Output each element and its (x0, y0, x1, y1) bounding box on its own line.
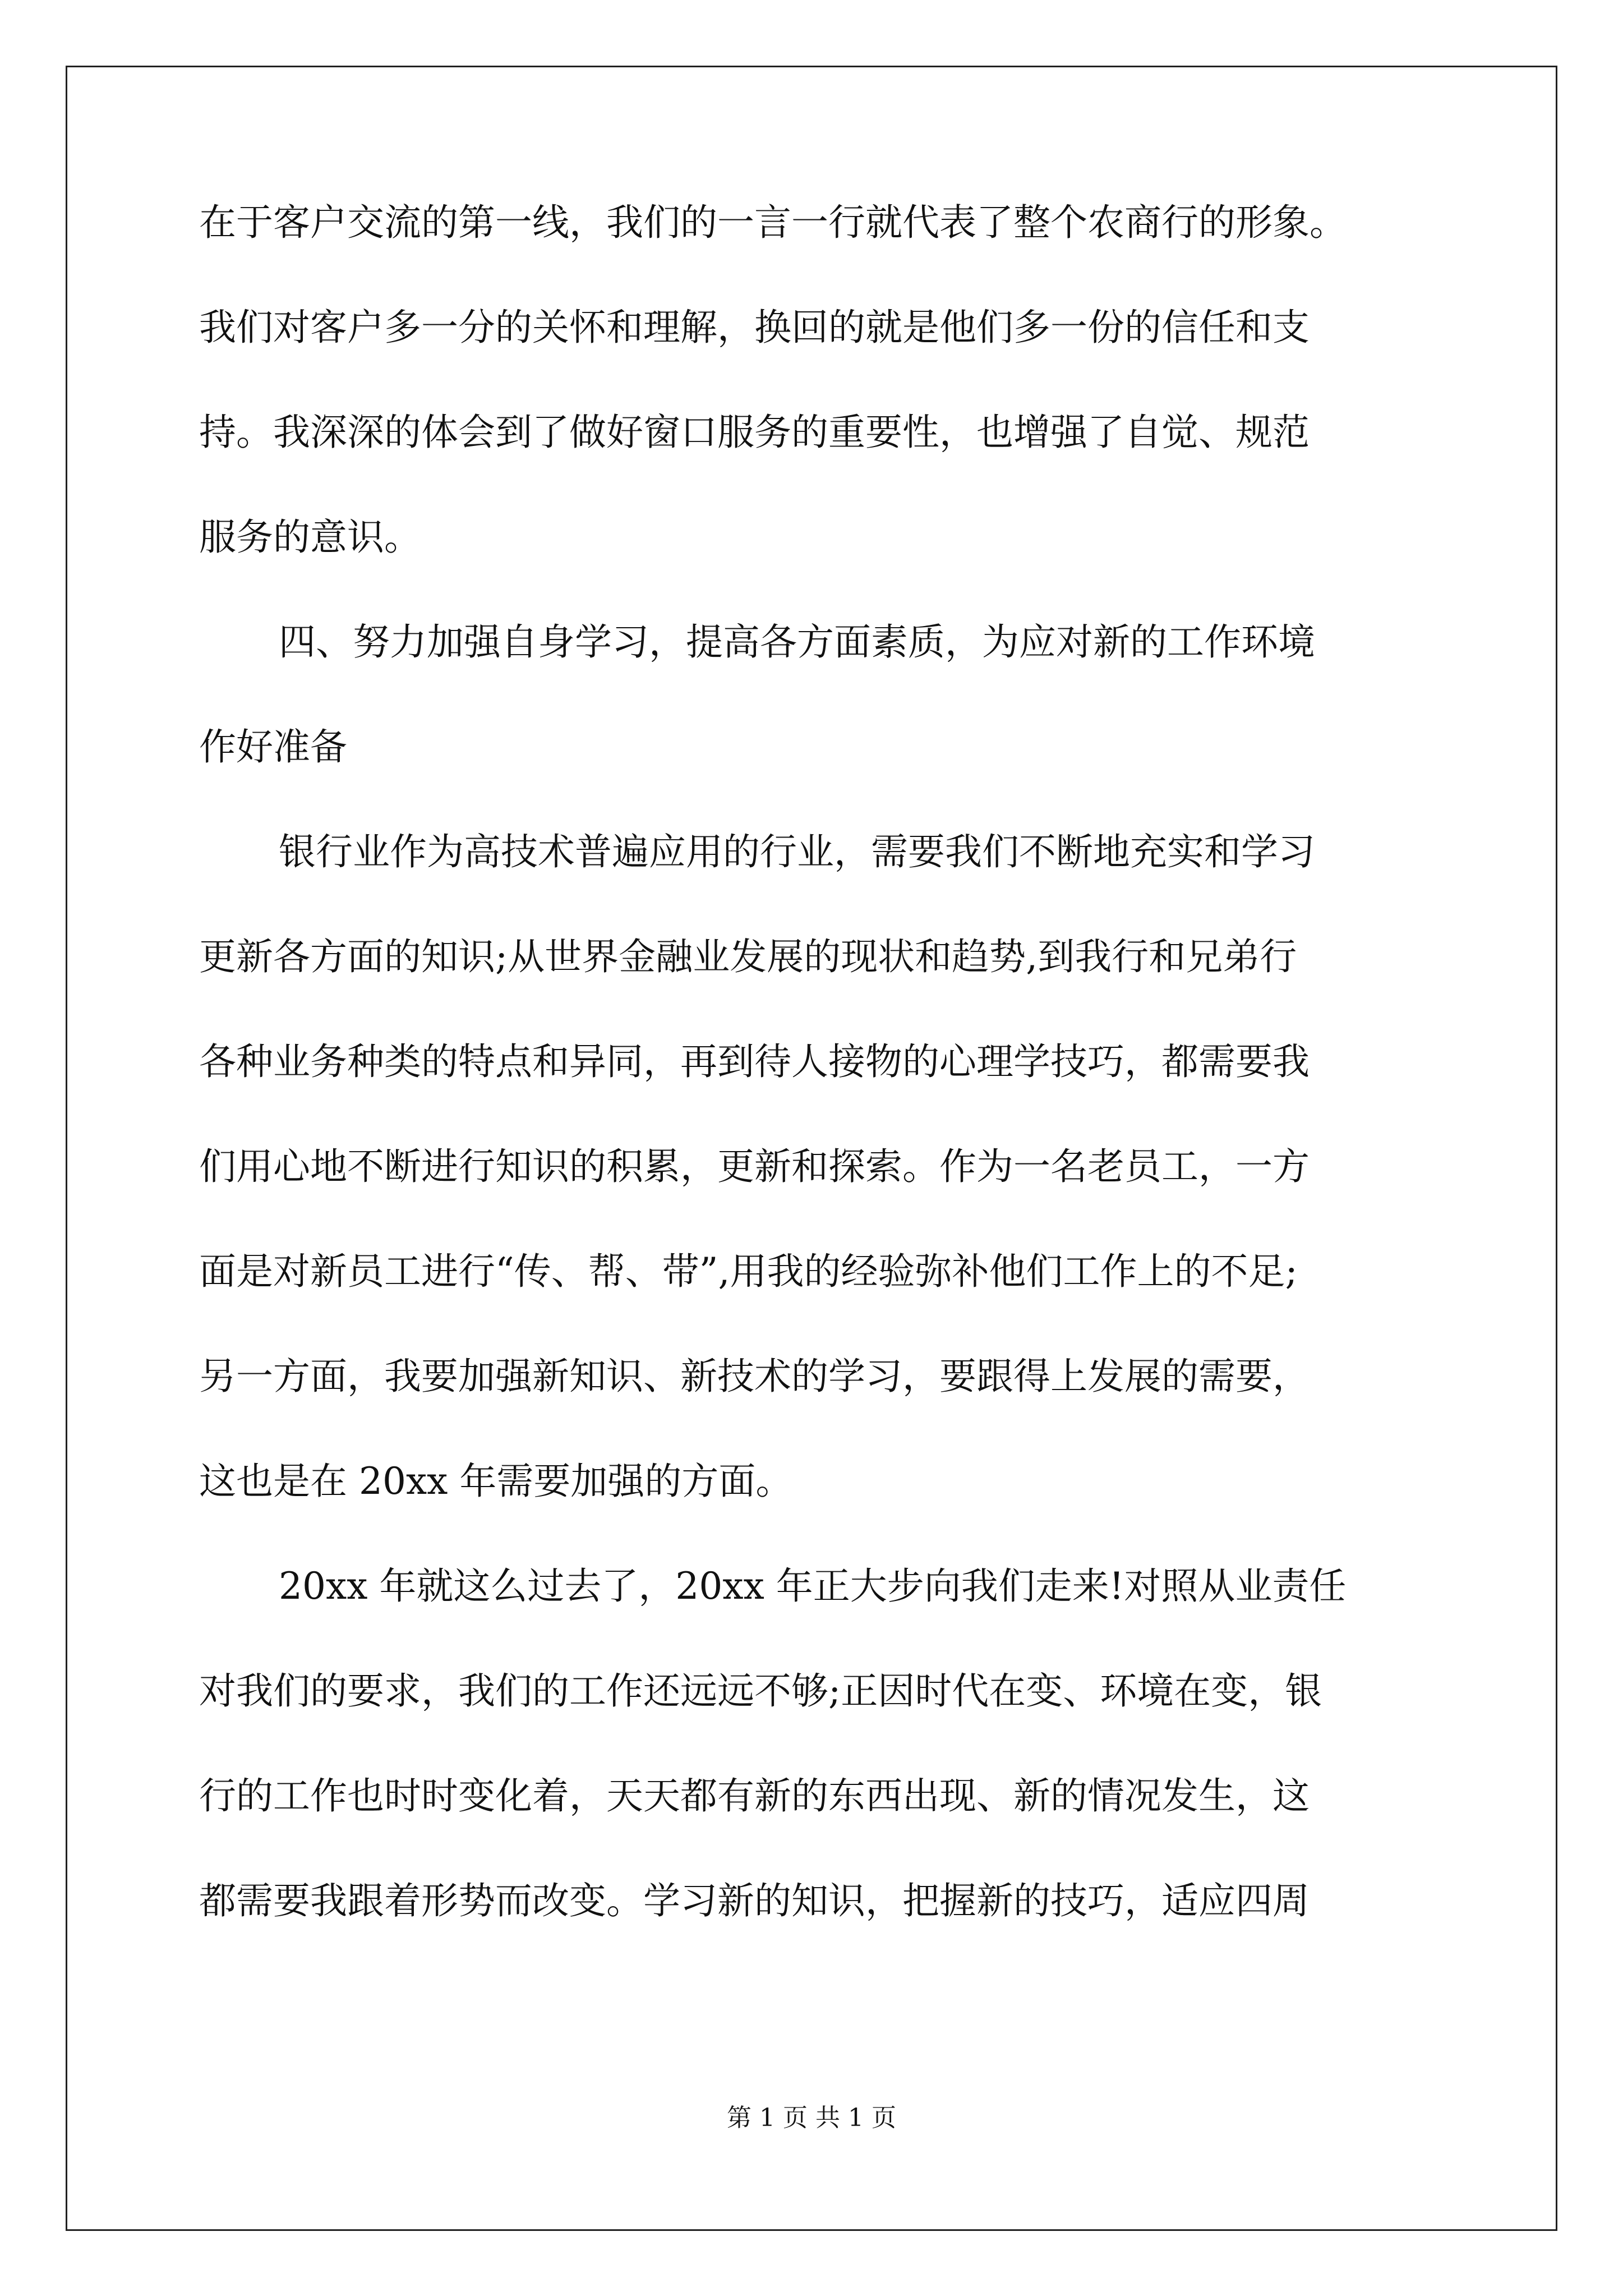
page-footer: 第 1 页 共 1 页 (727, 2104, 896, 2132)
text-line: 另一方面，我要加强新知识、新技术的学习，要跟得上发展的需要， (199, 1355, 1310, 1398)
text-line: 银行业作为高技术普遍应用的行业，需要我们不断地充实和学习 (279, 830, 1315, 873)
document-body (199, 203, 1438, 1921)
text-line: 们用心地不断进行知识的积累，更新和探索。作为一名老员工，一方 (199, 1145, 1310, 1188)
text-line: 20xx 年就这么过去了，20xx 年正大步向我们走来!对照从业责任 (279, 1565, 1347, 1608)
section-heading-continued: 作好准备 (199, 725, 347, 769)
text-line: 这也是在 20xx 年需要加强的方面。 (199, 1460, 793, 1503)
text-line: 在于客户交流的第一线，我们的一言一行就代表了整个农商行的形象。 (199, 201, 1347, 244)
text-line: 行的工作也时时变化着，天天都有新的东西出现、新的情况发生，这 (199, 1774, 1310, 1818)
text-line: 各种业务种类的特点和异同，再到待人接物的心理学技巧，都需要我 (199, 1040, 1310, 1083)
text-line: 我们对客户多一分的关怀和理解，换回的就是他们多一份的信任和支 (199, 306, 1310, 349)
text-line: 都需要我跟着形势而改变。学习新的知识，把握新的技巧，适应四周 (199, 1879, 1310, 1922)
text-line: 对我们的要求，我们的工作还远远不够;正因时代在变、环境在变，银 (199, 1669, 1322, 1713)
text-line: 面是对新员工进行“传、帮、带”,用我的经验弥补他们工作上的不足; (199, 1250, 1298, 1293)
section-heading: 四、努力加强自身学习，提高各方面素质，为应对新的工作环境 (279, 620, 1315, 664)
text-line: 持。我深深的体会到了做好窗口服务的重要性，也增强了自觉、规范 (199, 411, 1310, 454)
text-line: 服务的意识。 (199, 516, 421, 559)
text-line: 更新各方面的知识;从世界金融业发展的现状和趋势,到我行和兄弟行 (199, 935, 1297, 978)
